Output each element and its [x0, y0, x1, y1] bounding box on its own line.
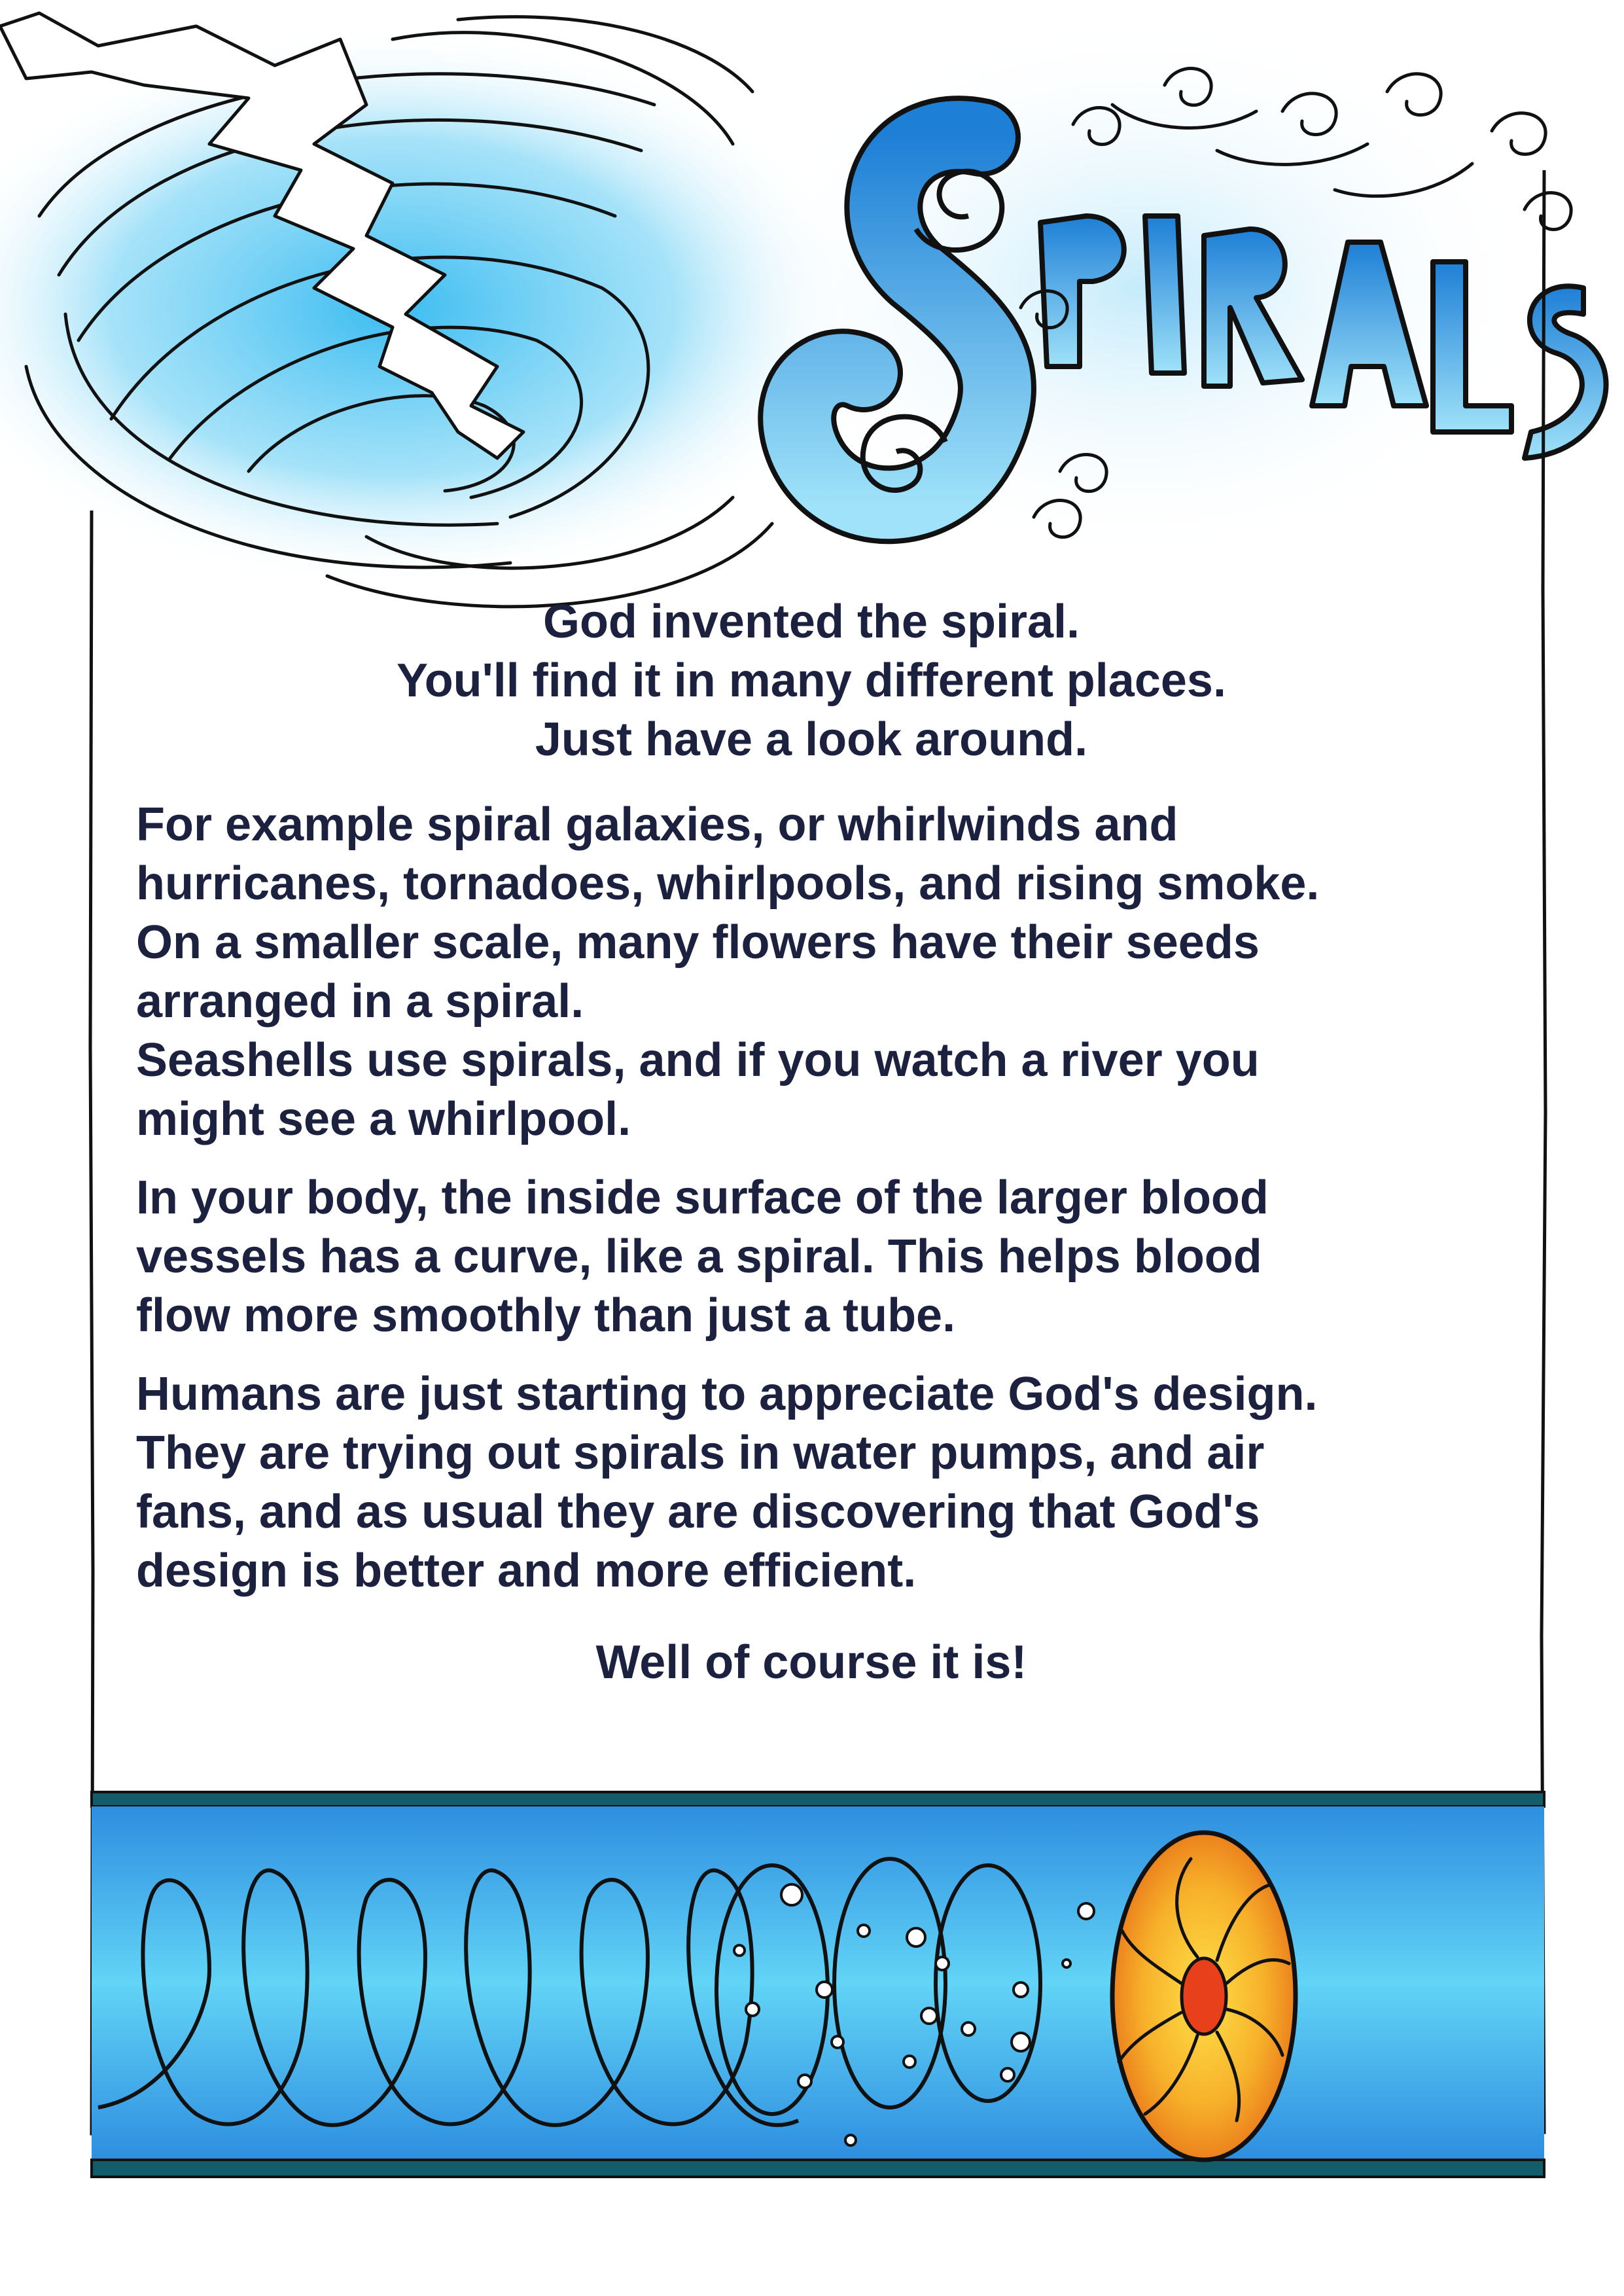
fan-icon: [1112, 1833, 1296, 2160]
spiral-title-logo: [733, 13, 1606, 563]
paragraph: For example spiral galaxies, or whirlwinds and hurricanes, tornadoes, whirlpools, and rising smoke. On a smaller scale, many flowers have their seeds arranged in a spiral. Seashells use spirals, and if you watch a river you might see a whirlpool.: [136, 798, 1320, 1145]
pipe-spiral-illustration: [92, 1792, 1544, 2177]
closing-line: Well of course it is!: [595, 1636, 1027, 1689]
intro-line: Just have a look around.: [535, 713, 1088, 766]
paragraph: Humans are just starting to appreciate God's design. They are trying out spirals in water pumps, and air fans, and as usual they are discovering that God's design is better and more efficient.: [136, 1368, 1318, 1597]
body-text: [136, 795, 1549, 1620]
paragraph: In your body, the inside surface of the larger blood vessels has a curve, like a spiral. This helps blood flow more smoothly than just a tube.: [136, 1172, 1269, 1342]
intro-text: [92, 592, 1531, 769]
intro-line: God invented the spiral.: [542, 596, 1080, 648]
intro-line: You'll find it in many different places.: [397, 655, 1226, 707]
